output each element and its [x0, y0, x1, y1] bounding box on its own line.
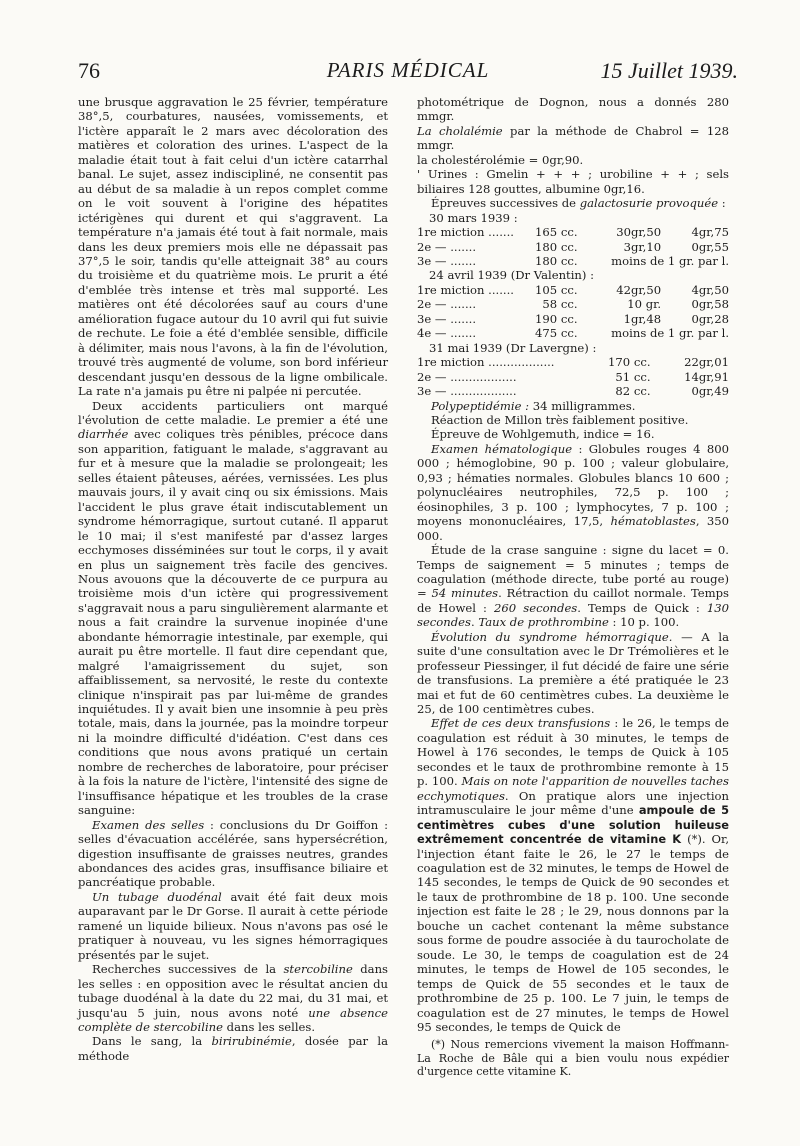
page-header [78, 58, 738, 88]
paragraph: la cholestérolémie = 0gr,90. [417, 152, 584, 167]
paragraph: Effet de ces deux transfusions : le 26, le temps de coagulation est réduit à 30 minutes, le temps de Howel à 176 secondes, le temps de Quick à 105 secondes et le taux de prothrombine remonte à 15 p. 100. Mais on note l'apparition de nouvelles taches ecchymotiques. On pratique alors une injection intramusculaire le jour même d'une ampoule de 5 centimètres cubes d'une solution huileuse extrêmement concentrée de vitamine K (*). Or, l'injection étant faite le 26, le 27 le temps de coagulation est de 32 minutes, le temps de Howel de 145 secondes, le temps de Quick de 90 secondes et le taux de prothrombine de 18 p. 100. Une seconde injection est faite le 28 ; le 29, nous donnons par la bouche un cachet contenant la même substance sous forme de poudre associée à du taurocholate de soude. Le 30, le temps de coagulation est de 24 minutes, le temps de Howel de 105 secondes, le temps de Quick de 55 secondes et le taux de prothrombine de 25 p. 100. Le 7 juin, le temps de coagulation est de 27 minutes, le temps de Howel 95 secondes, le temps de Quick de [417, 716, 730, 1034]
paragraph: Polypeptidémie : 34 milligrammes. [431, 398, 636, 413]
paragraph: Réaction de Millon très faiblement positive. [431, 412, 689, 427]
issue-date: 15 Juillet 1939. [600, 58, 738, 83]
test-date: 24 avril 1939 (Dr Valentin) : [429, 268, 594, 283]
journal-title: PARIS MÉDICAL [326, 58, 490, 82]
table-row: 1re miction ....... 165 cc. 30gr,50 4gr,75 [417, 225, 729, 240]
paragraph: une brusque aggravation le 25 février, température 38°,5, courbatures, nausées, vomissements, et l'ictère apparaît le 2 mars avec décoloration des matières et coloration des urines. L'aspect de la maladie était tout à fait celui d'un ictère catarrhal banal. Le sujet, assez indiscipliné, ne consentit pas au début de sa maladie à un repos complet comme on le voit souvent à l'origine des hépatites ictérigènes qui durent et qui s'aggravent. La température n'a jamais été tout à fait normale, mais dans les deux premiers mois elle ne dépassait pas 37°,5 le soir, tandis qu'elle atteignait 38° au cours du troisième et du quatrième mois. Le prurit a été d'emblée très intense et très mal supporté. Les matières ont été décolorées sauf au cours d'une amélioration fugace autour du 10 avril qui fut suivie de rechute. Le foie a été d'emblée sensible, difficile à délimiter, mais nous l'avons, à la fin de l'évolution, trouvé très augmenté de volume, son bord inférieur descendant jusqu'en dessous de la ligne ombilicale. La rate n'a jamais pu être ni palpée ni percutée. [78, 95, 388, 399]
table-row: 3e — ....... 180 cc. moins de 1 gr. par l. [417, 253, 729, 268]
paragraph: Deux accidents particuliers ont marqué l'évolution de cette maladie. Le premier a été une diarrhée avec coliques très pénibles, précoce dans son apparition, fatiguant le malade, s'aggravant au fur et à mesure que la maladie se prolongeait; les selles étaient pâteuses, aérées, vernissées. Les plus mauvais jours, il y avait cinq ou six émissions. Mais l'accident le plus grave était indiscutablement un syndrome hémorragique, surtout cutané. Il apparut le 10 mai; il s'est manifesté par d'assez larges ecchymoses disséminées sur tout le corps, il y avait en plus un saignement très facile des gencives. Nous avouons que la découverte de ce purpura au troisième mois d'un ictère qui progressivement s'aggravait nous a paru singulièrement alarmante et nous a fait craindre la survenue inopinée d'une abondante hémorragie intestinale, par exemple, qui aurait pu être mortelle. Il faut dire cependant que, malgré l'amaigrissement du sujet, son affaiblissement, sa nervosité, le reste du contexte clinique n'inspirait pas par lui-même de grandes inquiétudes. Il y avait bien une insomnie à peu près totale, mais, dans la journée, pas la moindre torpeur ni la moindre difficulté d'idéation. C'est dans ces conditions que nous avons pratiqué un certain nombre de recherches de laboratoire, pour préciser à la fois la nature de l'ictère, l'intensité des signe de l'insuffisance hépatique et les troubles de la crase sanguine: [78, 398, 388, 818]
paragraph: La cholalémie par la méthode de Chabrol = 128 mmgr. [417, 123, 729, 153]
table-row: 1re miction .................. 170 cc. 22gr,01 [417, 355, 729, 370]
table-row: 3e — .................. 82 cc. 0gr,49 [417, 384, 729, 399]
paragraph: Épreuve de Wohlgemuth, indice = 16. [431, 427, 655, 442]
test-date: 30 mars 1939 : [429, 210, 518, 225]
paragraph: Examen des selles : conclusions du Dr Goiffon : selles d'évacuation accélérée, sans hypersécrétion, digestion insuffisante de graisses neutres, grandes abondances des acides gras, insuffisance biliaire et pancréatique probable. [78, 817, 388, 890]
galactosurie-table-3 [417, 355, 729, 398]
page-number: 76 [78, 58, 100, 83]
paragraph: Examen hématologique : Globules rouges 4 800 000 ; hémoglobine, 90 p. 100 ; valeur globulaire, 0,93 ; hématies normales. Globules blancs 10 600 ; polynucléaires neutrophiles, 72,5 p. 100 ; éosinophiles, 3 p. 100 ; lymphocytes, 7 p. 100 ; moyens mononucléaires, 17,5, hématoblastes, 350 000. [417, 441, 730, 543]
table-row: 1re miction ....... 105 cc. 42gr,50 4gr,50 [417, 282, 729, 297]
galactosurie-table-2 [417, 283, 729, 341]
table-row: 2e — ....... 180 cc. 3gr,10 0gr,55 [417, 239, 729, 254]
paragraph: Étude de la crase sanguine : signe du lacet = 0. Temps de saignement = 5 minutes ; temps de coagulation (méthode directe, tube porté au rouge) = 54 minutes. Rétraction du caillot normale. Temps de Howel : 260 secondes. Temps de Quick : 130 secondes. Taux de prothrombine : 10 p. 100. [417, 543, 729, 630]
paragraph: photométrique de Dognon, nous a donnés 280 mmgr. [417, 95, 729, 124]
footnote: (*) Nous remercions vivement la maison Hoffmann-La Roche de Bâle qui a bien voulu nous expédier d'urgence cette vitamine K. [417, 1038, 729, 1079]
paragraph: Recherches successives de la stercobiline dans les selles : en opposition avec le résultat ancien du tubage duodénal à la date du 22 mai, du 31 mai, et jusqu'au 5 juin, nous avons noté une absence complète de stercobiline dans les selles. [78, 962, 388, 1034]
right-column [417, 95, 729, 1079]
table-row: 2e — ....... 58 cc. 10 gr. 0gr,58 [417, 297, 729, 312]
paragraph: Un tubage duodénal avait été fait deux mois auparavant par le Dr Gorse. Il aurait à cette période ramené un liquide bilieux. Nous n'avons pas osé le pratiquer à nouveau, vu les signes hémorragiques présentés par le sujet. [78, 889, 388, 962]
galactosurie-table-1 [417, 225, 729, 268]
paragraph: Évolution du syndrome hémorragique. — A la suite d'une consultation avec le Dr Trémolières et le professeur Piessinger, il fut décidé de faire une série de transfusions. La première a été pratiquée le 23 mai et fut de 60 centimètres cubes. La deuxième le 25, de 100 centimètres cubes. [417, 629, 729, 717]
table-row: 4e — ....... 475 cc. moins de 1 gr. par l. [417, 326, 729, 341]
table-row: 3e — ....... 190 cc. 1gr,48 0gr,28 [417, 311, 729, 326]
paragraph: ' Urines : Gmelin + + + ; urobiline + + ; sels biliaires 128 gouttes, albumine 0gr,16. [417, 167, 729, 196]
table-row: 2e — .................. 51 cc. 14gr,91 [417, 369, 729, 384]
test-date: 31 mai 1939 (Dr Lavergne) : [429, 340, 597, 355]
paragraph: Épreuves successives de galactosurie provoquée : [431, 196, 726, 211]
paragraph: Dans le sang, la birirubinémie, dosée par la méthode [78, 1034, 388, 1063]
left-column [78, 95, 388, 1063]
